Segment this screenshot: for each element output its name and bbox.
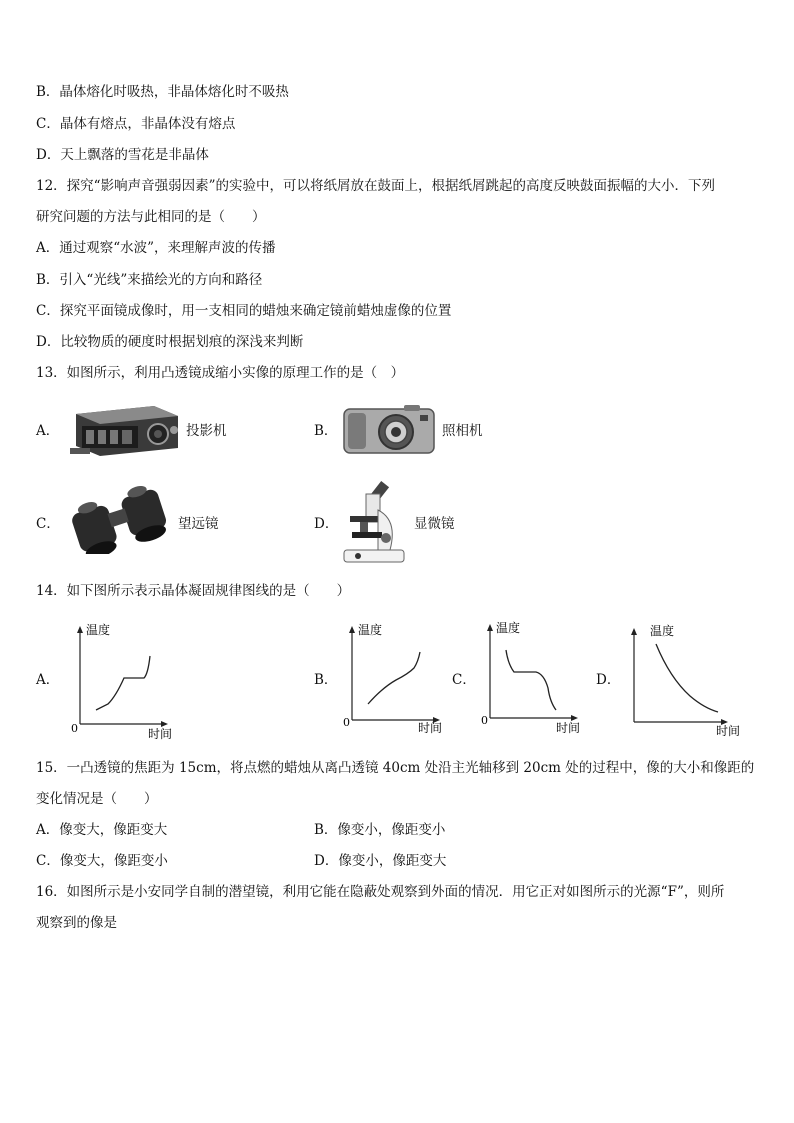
curve (368, 652, 420, 704)
q12-stem-line2: 研究问题的方法与此相同的是（ ） (36, 209, 266, 225)
q14-option-a-letter: A． (36, 672, 60, 688)
camera-icon (342, 403, 436, 457)
q13-option-d-letter: D． (314, 516, 339, 532)
y-axis-arrow-icon (631, 628, 637, 635)
q14-graph-c (476, 616, 586, 738)
x-axis-label: 时间 (418, 721, 443, 735)
q15-stem-line1: 15．一凸透镜的焦距为 15cm，将点燃的蜡烛从离凸透镜 40cm 处沿主光轴移到 20cm 处的过程中，像的大小和像距的 (36, 760, 755, 776)
q13-option-a-label: 投影机 (186, 423, 227, 439)
q14-graph-d (620, 620, 740, 742)
origin-label: 0 (71, 722, 78, 735)
q14-option-d-letter: D． (596, 672, 621, 688)
q14-option-c-letter: C． (452, 672, 476, 688)
origin-label: 0 (343, 716, 350, 729)
q13-stem: 13．如图所示，利用凸透镜成缩小实像的原理工作的是（ ） (36, 365, 405, 381)
origin-label: 0 (481, 714, 488, 727)
y-axis-label: 温度 (650, 624, 675, 638)
q13-option-b-label: 照相机 (442, 423, 483, 439)
q12-stem-line1: 12．探究“影响声音强弱因素”的实验中，可以将纸屑放在鼓面上，根据纸屑跳起的高度反映鼓面振幅的大小．下列 (36, 178, 715, 194)
q12-option-d: D．比较物质的硬度时根据划痕的深浅来判断 (36, 334, 304, 350)
q16-stem-line2: 观察到的像是 (36, 915, 117, 931)
q15-option-b: B．像变小，像距变小 (314, 822, 446, 838)
q15-option-d: D．像变小，像距变大 (314, 853, 447, 869)
curve (656, 644, 718, 712)
x-axis-label: 时间 (716, 724, 740, 738)
y-axis-label: 温度 (496, 621, 521, 635)
q12-option-b: B．引入“光线”来描绘光的方向和路径 (36, 272, 263, 288)
q14-option-b-letter: B． (314, 672, 338, 688)
q11-option-c: C．晶体有熔点，非晶体没有熔点 (36, 116, 236, 132)
curve (96, 656, 150, 710)
q13-option-c-letter: C． (36, 516, 60, 532)
x-axis-label: 时间 (148, 727, 173, 741)
q14-graph-a (66, 620, 176, 742)
q14-graph-b (338, 618, 448, 740)
y-axis-arrow-icon (349, 626, 355, 633)
y-axis-label: 温度 (86, 623, 111, 637)
y-axis-arrow-icon (487, 624, 493, 631)
q13-option-d-label: 显微镜 (414, 516, 455, 532)
q13-option-b-letter: B． (314, 423, 338, 439)
q12-option-c: C．探究平面镜成像时，用一支相同的蜡烛来确定镜前蜡烛虚像的位置 (36, 303, 452, 319)
q16-stem-line1: 16．如图所示是小安同学自制的潜望镜，利用它能在隐蔽处观察到外面的情况．用它正对如图所示的光源“F”，则所 (36, 884, 725, 900)
microscope-icon (338, 480, 408, 568)
q11-option-b: B．晶体熔化时吸热，非晶体熔化时不吸热 (36, 84, 289, 100)
q15-option-c: C．像变大，像距变小 (36, 853, 168, 869)
q12-option-a: A．通过观察“水波”，来理解声波的传播 (36, 240, 276, 256)
y-axis-arrow-icon (77, 626, 83, 633)
y-axis-label: 温度 (358, 623, 383, 637)
q13-option-a-letter: A． (36, 423, 60, 439)
q14-stem: 14．如下图所示表示晶体凝固规律图线的是（ ） (36, 583, 351, 599)
projector-icon (70, 402, 182, 458)
binoculars-icon (66, 486, 176, 554)
q15-stem-line2: 变化情况是（ ） (36, 791, 158, 807)
x-axis-label: 时间 (556, 721, 581, 735)
q15-option-a: A．像变大，像距变大 (36, 822, 168, 838)
q13-option-c-label: 望远镜 (178, 516, 219, 532)
q11-option-d: D．天上飘落的雪花是非晶体 (36, 147, 209, 163)
curve (506, 650, 556, 710)
